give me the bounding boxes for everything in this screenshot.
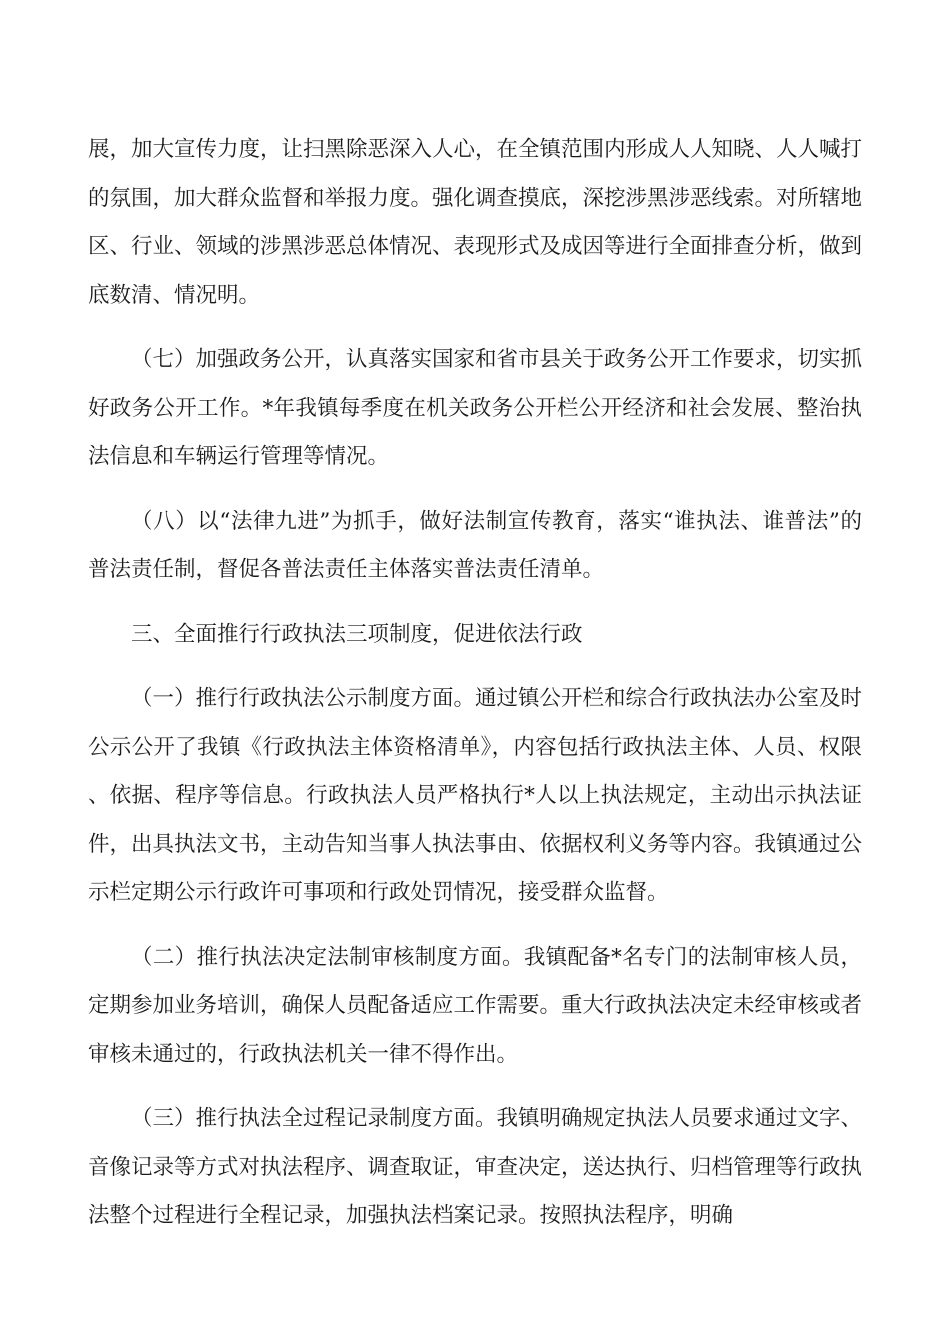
section-heading: 三、全面推行行政执法三项制度，促进依法行政 <box>131 621 583 647</box>
paragraph-3: （八）以“法律九进”为抓手，做好法制宣传教育，落实“谁执法、谁普法”的普法责任制，督促各普法责任主体落实普法责任清单。 <box>88 508 862 582</box>
paragraph-5: （一）推行行政执法公示制度方面。通过镇公开栏和综合行政执法办公室及时公示公开了我镇《行政执法主体资格清单》，内容包括行政执法主体、人员、权限、依据、程序等信息。行政执法人员严格执行*人以上执法规定，主动出示执法证件，出具执法文书，主动告知当事人执法事由、依据权利义务等内容。我镇通过公示栏定期公示行政许可事项和行政处罚情况，接受群众监督。 <box>88 686 863 905</box>
paragraph-2: （七）加强政务公开，认真落实国家和省市县关于政务公开工作要求，切实抓好政务公开工作。*年我镇每季度在机关政务公开栏公开经济和社会发展、整治执法信息和车辆运行管理等情况。 <box>88 347 863 469</box>
paragraph-7: （三）推行执法全过程记录制度方面。我镇明确规定执法人员要求通过文字、音像记录等方式对执法程序、调查取证，审查决定，送达执行、归档管理等行政执法整个过程进行全程记录，加强执法档案记录。按照执法程序，明确 <box>88 1106 863 1228</box>
paragraph-6: （二）推行执法决定法制审核制度方面。我镇配备*名专门的法制审核人员，定期参加业务培训，确保人员配备适应工作需要。重大行政执法决定未经审核或者审核未通过的，行政执法机关一律不得作出。 <box>88 944 863 1067</box>
document-body <box>88 126 862 1257</box>
paragraph-1: 展，加大宣传力度，让扫黑除恶深入人心，在全镇范围内形成人人知晓、人人喊打的氛围，加大群众监督和举报力度。强化调查摸底，深挖涉黑涉恶线索。对所辖地区、行业、领域的涉黑涉恶总体情况、表现形式及成因等进行全面排查分析，做到底数清、情况明。 <box>88 137 863 308</box>
